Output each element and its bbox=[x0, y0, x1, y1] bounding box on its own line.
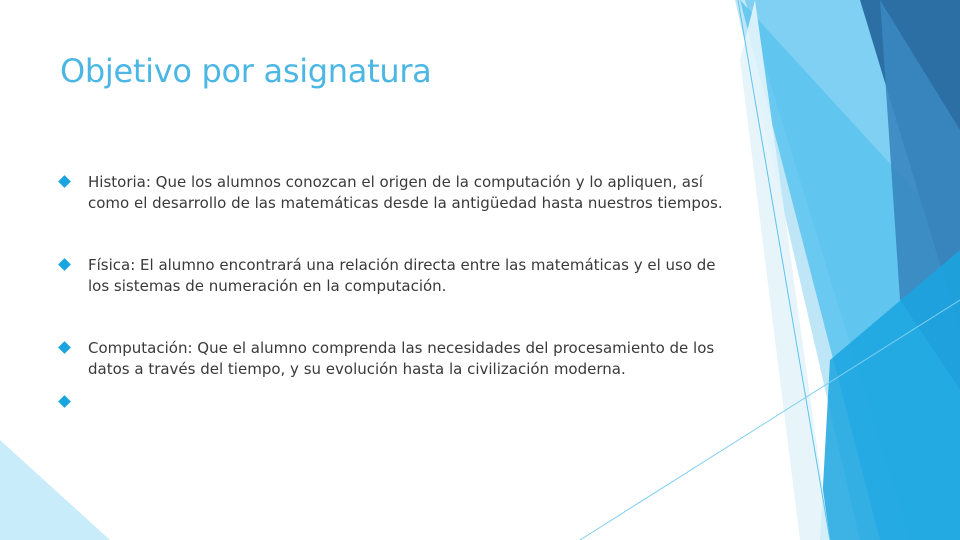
bullet-list bbox=[60, 172, 740, 413]
deco-bottom-left-wedge bbox=[0, 440, 110, 540]
bullet-item-fisica bbox=[60, 255, 740, 297]
bullet-item-empty bbox=[60, 392, 740, 413]
diamond-bullet-icon bbox=[58, 175, 71, 188]
diamond-bullet-icon bbox=[58, 258, 71, 271]
slide-title: Objetivo por asignatura bbox=[60, 52, 432, 90]
bullet-text: Física: El alumno encontrará una relación directa entre las matemáticas y el uso de los sistemas de numeración en la computación. bbox=[88, 256, 716, 295]
bullet-item-historia bbox=[60, 172, 740, 214]
bullet-text: Historia: Que los alumnos conozcan el origen de la computación y lo apliquen, así como el desarrollo de las matemáticas desde la antigüedad hasta nuestros tiempos. bbox=[88, 173, 723, 212]
bullet-item-computacion bbox=[60, 338, 740, 380]
bullet-text: Computación: Que el alumno comprenda las necesidades del procesamiento de los datos a través del tiempo, y su evolución hasta la civilización moderna. bbox=[88, 339, 715, 378]
diamond-bullet-icon bbox=[58, 395, 71, 408]
diamond-bullet-icon bbox=[58, 341, 71, 354]
